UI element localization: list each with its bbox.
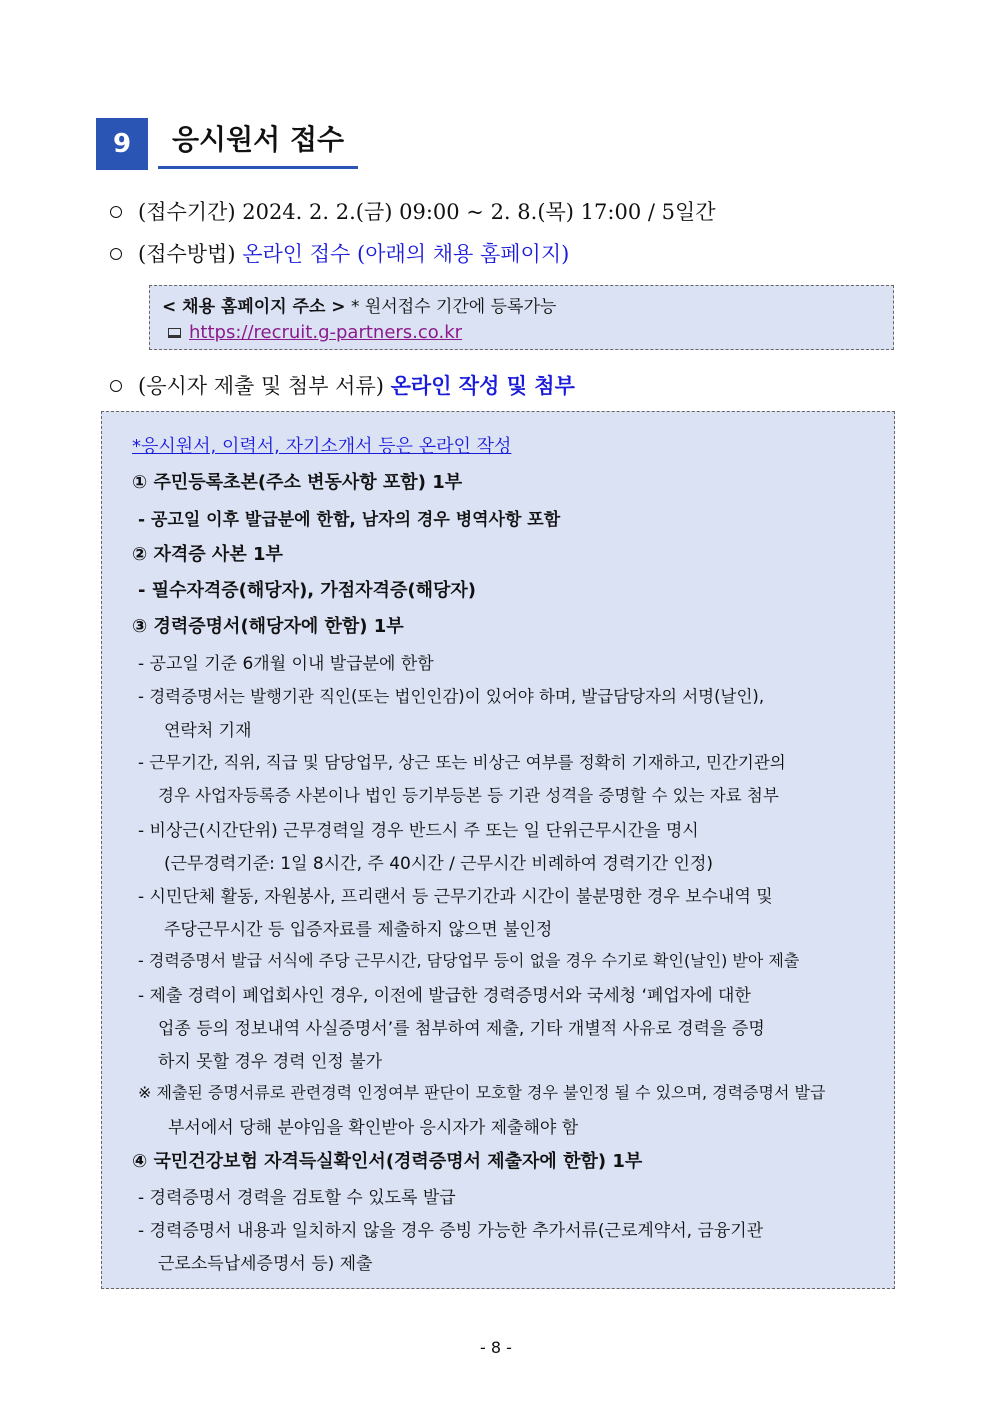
doc-item-3-detail: - 경력증명서는 발행기관 직인(또는 법인인감)이 있어야 하며, 발급담당자의 서명(날인),: [138, 687, 765, 706]
doc-item-3-detail: - 공고일 기준 6개월 이내 발급분에 한함: [138, 654, 434, 674]
homepage-url-line: [168, 322, 462, 343]
doc-item-2-detail: - 필수자격증(해당자), 가점자격증(해당자): [138, 580, 476, 601]
doc-item-3-remark: ※ 제출된 증명서류로 관련경력 인정여부 판단이 모호할 경우 불인정 될 수 있으며, 경력증명서 발급: [138, 1083, 826, 1102]
doc-item-3-detail-cont: (근무경력기준: 1일 8시간, 주 40시간 / 근무시간 비례하여 경력기간 인정): [164, 854, 713, 874]
doc-item-4-detail: - 경력증명서 경력을 검토할 수 있도록 발급: [138, 1188, 456, 1208]
documents-label: (응시자 제출 및 첨부 서류): [138, 374, 384, 398]
computer-icon: [168, 328, 181, 338]
homepage-link[interactable]: https://recruit.g-partners.co.kr: [189, 322, 463, 343]
doc-item-3-remark-cont: 부서에서 당해 분야임을 확인받아 응시자가 제출해야 함: [168, 1118, 579, 1138]
documents-value: 온라인 작성 및 첨부: [390, 373, 575, 398]
circle-bullet-icon: [110, 248, 122, 260]
method-bullet: [110, 238, 569, 268]
homepage-box: [149, 285, 894, 350]
doc-item-3-detail: - 비상근(시간단위) 근무경력일 경우 반드시 주 또는 일 단위근무시간을 명시: [138, 821, 699, 841]
doc-item-3-detail: - 경력증명서 발급 서식에 주당 근무시간, 담당업무 등이 없을 경우 수기로 확인(날인) 받아 제출: [138, 951, 800, 970]
homepage-title: < 채용 홈페이지 주소 >: [162, 297, 346, 317]
section-title: 응시원서 접수: [158, 120, 358, 169]
homepage-note: * 원서접수 기간에 등록가능: [350, 297, 557, 317]
doc-item-1-detail: - 공고일 이후 발급분에 한함, 남자의 경우 병역사항 포함: [138, 510, 561, 530]
period-bullet: [110, 196, 716, 226]
period-value: 2024. 2. 2.(금) 09:00 ~ 2. 8.(목) 17:00 / 5일간: [242, 200, 716, 224]
doc-item-3-detail: - 제출 경력이 폐업회사인 경우, 이전에 발급한 경력증명서와 국세청 ‘폐업자에 대한: [138, 986, 751, 1006]
page-number: - 8 -: [480, 1338, 512, 1357]
circle-bullet-icon: [110, 206, 122, 218]
doc-item-3-detail-cont: 연락처 기재: [164, 721, 252, 741]
doc-item-3-detail-cont: 경우 사업자등록증 사본이나 법인 등기부등본 등 기관 성격을 증명할 수 있는 자료 첨부: [158, 786, 779, 805]
doc-item-3-detail: - 시민단체 활동, 자원봉사, 프리랜서 등 근무기간과 시간이 불분명한 경우 보수내역 및: [138, 887, 773, 907]
section-number: 9: [96, 118, 148, 170]
doc-item-4-detail-cont: 근로소득납세증명서 등) 제출: [158, 1254, 373, 1274]
doc-item-1: ① 주민등록초본(주소 변동사항 포함) 1부: [132, 472, 463, 493]
doc-item-3-detail-cont: 하지 못할 경우 경력 인정 불가: [158, 1052, 383, 1072]
doc-item-4: ④ 국민건강보험 자격득실확인서(경력증명서 제출자에 한함) 1부: [132, 1151, 643, 1172]
doc-item-3-detail-cont: 업종 등의 정보내역 사실증명서’를 첨부하여 제출, 기타 개별적 사유로 경력을 증명: [158, 1019, 765, 1039]
doc-item-3-detail-cont: 주당근무시간 등 입증자료를 제출하지 않으면 불인정: [164, 920, 553, 940]
method-value: 온라인 접수 (아래의 채용 홈페이지): [242, 242, 570, 266]
doc-item-3-detail: - 근무기간, 직위, 직급 및 담당업무, 상근 또는 비상근 여부를 정확히 기재하고, 민간기관의: [138, 753, 786, 772]
section-heading: [96, 118, 358, 170]
documents-box: [101, 411, 895, 1289]
doc-item-4-detail: - 경력증명서 내용과 일치하지 않을 경우 증빙 가능한 추가서류(근로계약서, 금융기관: [138, 1221, 764, 1241]
doc-item-2: ② 자격증 사본 1부: [132, 544, 283, 565]
period-label: (접수기간): [138, 200, 236, 224]
doc-item-3: ③ 경력증명서(해당자에 한함) 1부: [132, 616, 404, 637]
method-label: (접수방법): [138, 242, 236, 266]
circle-bullet-icon: [110, 380, 122, 392]
documents-bullet: [110, 370, 575, 400]
online-note: *응시원서, 이력서, 자기소개서 등은 온라인 작성: [132, 436, 512, 457]
homepage-title-line: [162, 292, 556, 317]
